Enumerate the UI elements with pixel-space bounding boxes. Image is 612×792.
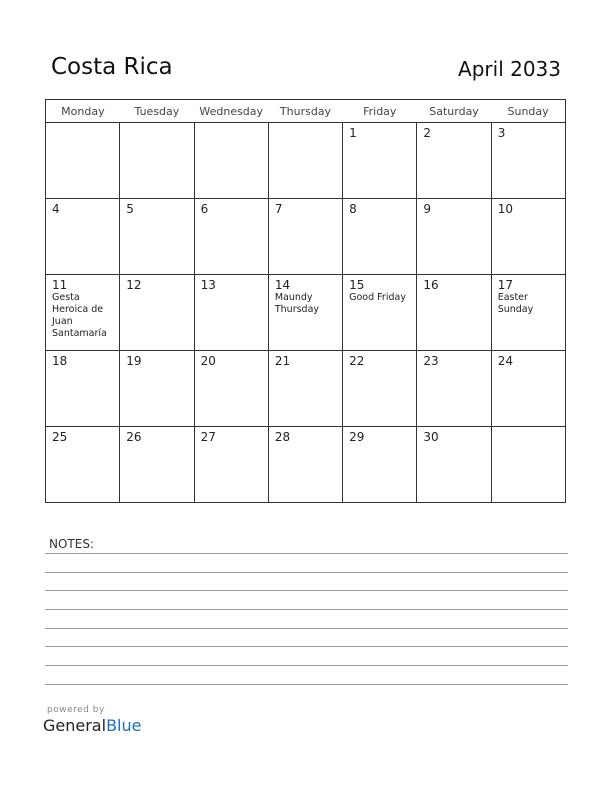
day-cell[interactable]	[194, 275, 268, 351]
week-row	[46, 275, 566, 351]
day-number: 14	[274, 278, 291, 292]
day-cell[interactable]	[417, 199, 491, 275]
day-cell[interactable]	[491, 427, 565, 503]
weekday-header: Monday	[46, 100, 120, 123]
day-cell[interactable]	[46, 275, 120, 351]
day-cell[interactable]	[491, 123, 565, 199]
brand-blue: Blue	[106, 716, 142, 735]
week-row	[46, 427, 566, 503]
day-number: 12	[126, 278, 142, 292]
day-cell[interactable]	[268, 199, 342, 275]
day-cell[interactable]	[343, 123, 417, 199]
calendar-title-country: Costa Rica	[51, 54, 173, 80]
day-number: 19	[126, 354, 142, 368]
day-number: 13	[200, 278, 216, 292]
notes-line	[45, 646, 568, 647]
calendar-grid	[45, 99, 566, 503]
powered-by-text: powered by	[47, 705, 105, 715]
day-number: 3	[497, 126, 506, 140]
day-cell[interactable]	[120, 351, 194, 427]
day-cell[interactable]	[46, 123, 120, 199]
day-cell[interactable]	[343, 351, 417, 427]
day-number: 16	[423, 278, 439, 292]
day-cell[interactable]	[194, 351, 268, 427]
week-row	[46, 199, 566, 275]
day-number: 2	[423, 126, 432, 140]
day-cell[interactable]	[268, 351, 342, 427]
day-cell[interactable]	[120, 123, 194, 199]
calendar-title-month: April 2033	[458, 57, 561, 81]
day-number: 22	[349, 354, 365, 368]
day-number: 6	[200, 202, 209, 216]
day-number: 1	[349, 126, 357, 140]
weekday-header-row	[46, 100, 566, 123]
day-cell[interactable]	[343, 199, 417, 275]
brand-general: General	[43, 716, 107, 735]
notes-line	[45, 590, 568, 591]
holiday-label: Good Friday	[349, 292, 406, 303]
day-number: 5	[126, 202, 134, 216]
day-cell[interactable]	[491, 199, 565, 275]
day-number: 18	[52, 354, 68, 368]
notes-line	[45, 553, 568, 554]
holiday-label: Gesta Heroica de Juan Santamaría	[52, 292, 107, 339]
day-number: 17	[497, 278, 513, 292]
weekday-header: Saturday	[417, 100, 491, 123]
notes-line	[45, 684, 568, 685]
weekday-header: Tuesday	[120, 100, 194, 123]
day-number: 15	[349, 278, 365, 292]
day-cell[interactable]	[268, 123, 342, 199]
day-number: 24	[497, 354, 513, 368]
day-cell[interactable]	[343, 427, 417, 503]
day-number: 29	[349, 430, 365, 444]
day-number: 27	[200, 430, 216, 444]
day-number: 30	[423, 430, 439, 444]
day-number: 28	[274, 430, 291, 444]
day-number: 23	[423, 354, 439, 368]
day-cell[interactable]	[491, 275, 565, 351]
day-cell[interactable]	[343, 275, 417, 351]
notes-line	[45, 609, 568, 610]
day-cell[interactable]	[194, 123, 268, 199]
weekday-header: Wednesday	[194, 100, 268, 123]
day-number: 7	[274, 202, 283, 216]
notes-line	[45, 665, 568, 666]
day-cell[interactable]	[120, 199, 194, 275]
day-cell[interactable]	[417, 351, 491, 427]
day-cell[interactable]	[268, 427, 342, 503]
day-cell[interactable]	[120, 427, 194, 503]
generalblue-logo[interactable]	[43, 716, 141, 735]
day-cell[interactable]	[46, 427, 120, 503]
day-cell[interactable]	[46, 351, 120, 427]
day-number: 8	[349, 202, 357, 216]
day-cell[interactable]	[491, 351, 565, 427]
notes-line	[45, 628, 568, 629]
day-cell[interactable]	[417, 275, 491, 351]
week-row	[46, 351, 566, 427]
weekday-header: Friday	[343, 100, 417, 123]
day-number: 10	[497, 202, 513, 216]
day-cell[interactable]	[194, 199, 268, 275]
day-cell[interactable]	[46, 199, 120, 275]
weekday-header: Sunday	[491, 100, 565, 123]
day-cell[interactable]	[417, 427, 491, 503]
day-number: 9	[423, 202, 432, 216]
day-cell[interactable]	[268, 275, 342, 351]
weekday-header: Thursday	[268, 100, 342, 123]
day-cell[interactable]	[417, 123, 491, 199]
day-cell[interactable]	[194, 427, 268, 503]
day-number: 4	[52, 202, 60, 216]
day-number: 26	[126, 430, 142, 444]
holiday-label: Maundy Thursday	[274, 292, 320, 315]
day-number: 21	[274, 354, 291, 368]
notes-line	[45, 572, 568, 573]
day-number: 25	[52, 430, 68, 444]
day-cell[interactable]	[120, 275, 194, 351]
day-number: 20	[200, 354, 216, 368]
week-row	[46, 123, 566, 199]
day-number: 11	[52, 278, 68, 292]
holiday-label: Easter Sunday	[497, 292, 534, 315]
notes-label: NOTES:	[49, 537, 94, 551]
